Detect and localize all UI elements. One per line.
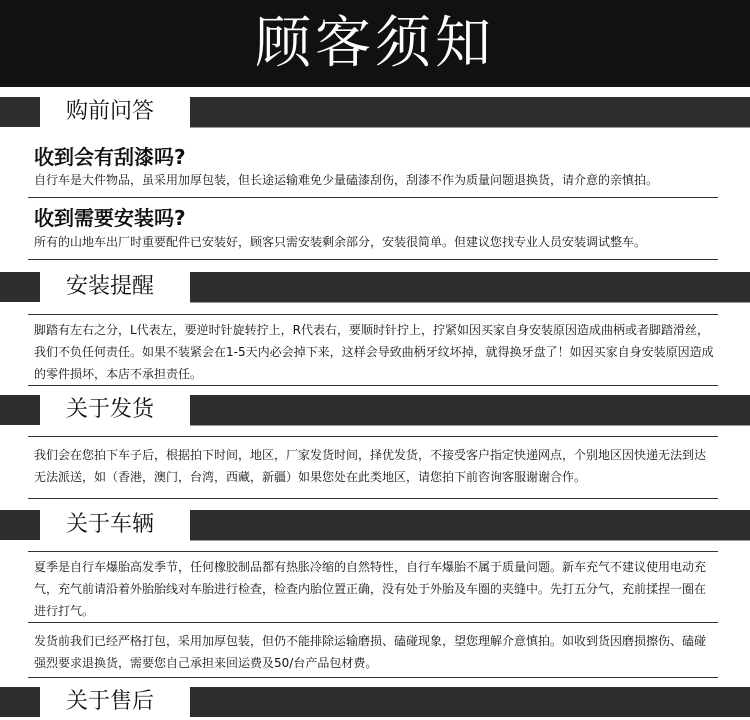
section-underline [190, 302, 750, 303]
section-title-aftersale: 关于售后 [66, 689, 155, 714]
divider [28, 197, 718, 198]
shipping-text: 我们会在您拍下车子后，根据拍下时间，地区，厂家发货时间，择优发货，不接受客户指定快递网点，个别地区因快递无法到达无法派送，如（香港，澳门，台湾，西藏，新疆）如果您处在此类地区，请您拍下前咨询客服谢谢合作。 [34, 448, 707, 484]
section-header-faq [0, 97, 750, 127]
section-header-install [0, 272, 750, 302]
divider [28, 436, 718, 437]
section-header-aftersale [0, 687, 750, 717]
header-banner [0, 0, 750, 87]
section-left-bar [0, 97, 40, 127]
section-right-bar [190, 272, 750, 302]
divider [28, 551, 718, 552]
faq-question-1: 收到会有刮漆吗? [34, 145, 186, 169]
divider [28, 622, 718, 623]
vehicle-text-2: 发货前我们已经严格打包，采用加厚包装，但仍不能排除运输磨损、磕碰现象，望您理解介意慎拍。如收到货因磨损擦伤、磕碰强烈要求退换货，需要您自己承担来回运费及50/台产品包材费。 [34, 634, 707, 670]
section-title-faq: 购前问答 [66, 99, 155, 124]
section-title-shipping: 关于发货 [66, 397, 155, 422]
page-title: 顾客须知 [255, 10, 495, 76]
section-title-vehicle: 关于车辆 [66, 512, 155, 537]
install-text: 脚踏有左右之分，L代表左，要逆时针旋转拧上，R代表右，要顺时针拧上，拧紧如因买家自身安装原因造成曲柄或者脚踏滑丝，我们不负任何责任。如果不装紧会在1-5天内必会掉下来，这样会导致曲柄牙纹坏掉，就得换牙盘了！如因买家自身安装原因造成的零件损坏，本店不承担责任。 [34, 323, 714, 381]
section-left-bar [0, 687, 40, 717]
section-left-bar [0, 395, 40, 425]
section-right-bar [190, 510, 750, 540]
divider [28, 677, 718, 678]
section-underline [190, 127, 750, 128]
section-header-shipping [0, 395, 750, 425]
faq-answer-2: 所有的山地车出厂时重要配件已安装好，顾客只需安装剩余部分，安装很简单。但建议您找专业人员安装调试整车。 [34, 235, 647, 249]
section-header-vehicle [0, 510, 750, 540]
section-underline [190, 425, 750, 426]
faq-question-2: 收到需要安装吗? [34, 206, 186, 230]
section-right-bar [190, 687, 750, 717]
section-right-bar [190, 97, 750, 127]
section-left-bar [0, 510, 40, 540]
faq-answer-1: 自行车是大件物品，虽采用加厚包装，但长途运输难免少量磕漆刮伤，刮漆不作为质量问题退换货，请介意的亲慎拍。 [34, 173, 659, 187]
section-title-install: 安装提醒 [66, 274, 155, 299]
divider [28, 259, 718, 260]
divider [28, 498, 718, 499]
divider [28, 385, 718, 386]
section-underline [190, 540, 750, 541]
section-left-bar [0, 272, 40, 302]
vehicle-text-1: 夏季是自行车爆胎高发季节，任何橡胶制品都有热胀冷缩的自然特性，自行车爆胎不属于质量问题。新车充气不建议使用电动充气，充气前请沿着外胎胎线对车胎进行检查，检查内胎位置正确，没有处于外胎及车圈的夹缝中。先打五分气，充前揉捏一圈在进行打气。 [34, 560, 707, 618]
section-right-bar [190, 395, 750, 425]
divider [28, 314, 718, 315]
